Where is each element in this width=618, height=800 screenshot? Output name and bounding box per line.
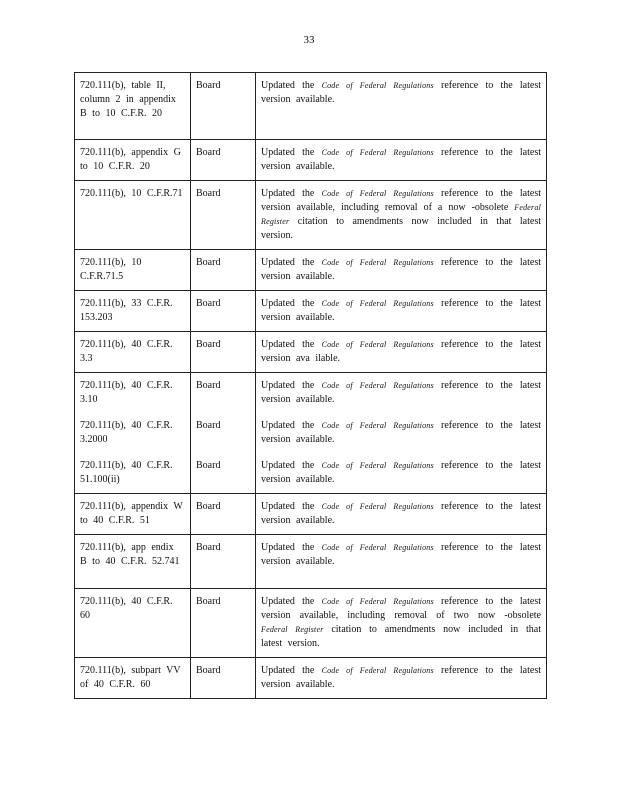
section-cell — [75, 291, 191, 332]
agency-cell — [191, 181, 256, 250]
description-cell — [256, 373, 547, 494]
cfr-title: Code of Federal Regulations — [321, 421, 434, 430]
section-text: 720.111(b), 33 C.F.R. 153.203 — [80, 298, 173, 323]
table-row — [75, 181, 547, 250]
desc-post: reference to the latest version available, including removal of a now -obsolete — [261, 188, 542, 213]
amendments-table — [74, 72, 547, 699]
desc-post: reference to the latest version ava ilable. — [261, 339, 542, 364]
description-cell — [256, 535, 547, 589]
desc-post2: citation to amendments now included in that latest version. — [261, 624, 541, 649]
section-text: 720.111(b), 40 C.F.R. 60 — [80, 596, 173, 621]
table-row — [75, 73, 547, 140]
desc-post: reference to the latest version available. — [261, 501, 542, 526]
description-cell — [256, 140, 547, 181]
agency-text: Board — [196, 80, 221, 91]
agency-text: Board — [196, 501, 221, 512]
agency-text: Board — [196, 596, 221, 607]
desc-post: reference to the latest version available. — [261, 147, 542, 172]
cfr-title: Code of Federal Regulations — [321, 543, 434, 552]
cfr-title: Code of Federal Regulations — [321, 666, 434, 675]
description-entry — [261, 379, 541, 407]
cfr-title: Code of Federal Regulations — [321, 258, 434, 267]
section-text: 720.111(b), 40 C.F.R. 3.10 — [80, 380, 173, 405]
description-cell — [256, 250, 547, 291]
desc-post: reference to the latest version available, including removal of two now -obsolete — [261, 596, 542, 621]
section-text: 720.111(b), appendix G to 10 C.F.R. 20 — [80, 147, 181, 172]
cfr-title: Code of Federal Regulations — [321, 189, 434, 198]
federal-register-title: Federal Register — [261, 203, 541, 226]
desc-pre: Updated the — [261, 420, 322, 431]
agency-cell — [191, 658, 256, 699]
section-text: 720.111(b), 40 C.F.R. 51.100(ii) — [80, 460, 173, 485]
cfr-title: Code of Federal Regulations — [321, 502, 434, 511]
cfr-title: Code of Federal Regulations — [321, 381, 434, 390]
section-cell — [75, 73, 191, 140]
section-cell — [75, 250, 191, 291]
page-number: 33 — [303, 34, 315, 46]
description-cell — [256, 181, 547, 250]
agency-text: Board — [196, 147, 221, 158]
desc-pre: Updated the — [261, 542, 322, 553]
agency-cell — [191, 373, 256, 494]
desc-pre: Updated the — [261, 460, 322, 471]
desc-pre: Updated the — [261, 596, 322, 607]
agency-cell — [191, 140, 256, 181]
description-cell — [256, 494, 547, 535]
table-row — [75, 250, 547, 291]
table-row — [75, 140, 547, 181]
cfr-title: Code of Federal Regulations — [321, 148, 434, 157]
desc-pre: Updated the — [261, 339, 322, 350]
desc-pre: Updated the — [261, 188, 322, 199]
cfr-title: Code of Federal Regulations — [321, 340, 434, 349]
desc-post: reference to the latest version available. — [261, 380, 542, 405]
table-row — [75, 332, 547, 373]
section-text: 720.111(b), 40 C.F.R. 3.2000 — [80, 420, 173, 445]
table-row — [75, 291, 547, 332]
section-text: 720.111(b), subpart VV of 40 C.F.R. 60 — [80, 665, 181, 690]
table-row — [75, 535, 547, 589]
desc-post: reference to the latest version available. — [261, 298, 542, 323]
section-text: 720.111(b), 40 C.F.R. 3.3 — [80, 339, 173, 364]
description-cell — [256, 332, 547, 373]
desc-pre: Updated the — [261, 80, 322, 91]
section-cell — [75, 332, 191, 373]
desc-post: reference to the latest version available. — [261, 420, 542, 445]
agency-cell — [191, 589, 256, 658]
cfr-title: Code of Federal Regulations — [321, 461, 434, 470]
desc-pre: Updated the — [261, 298, 322, 309]
table-row — [75, 658, 547, 699]
description-cell — [256, 658, 547, 699]
desc-post: reference to the latest version available. — [261, 665, 542, 690]
agency-cell — [191, 535, 256, 589]
table-row — [75, 373, 547, 494]
agency-cell — [191, 250, 256, 291]
section-cell — [75, 535, 191, 589]
description-cell — [256, 589, 547, 658]
desc-post: reference to the latest version available. — [261, 80, 542, 105]
agency-text: Board — [196, 339, 221, 350]
agency-cell — [191, 494, 256, 535]
description-cell — [256, 291, 547, 332]
section-cell — [75, 494, 191, 535]
federal-register-title: Federal Register — [261, 625, 324, 634]
cfr-title: Code of Federal Regulations — [321, 299, 434, 308]
description-cell — [256, 73, 547, 140]
cfr-title: Code of Federal Regulations — [321, 81, 434, 90]
agency-text: Board — [196, 460, 221, 471]
agency-text: Board — [196, 420, 221, 431]
section-cell — [75, 181, 191, 250]
agency-text: Board — [196, 188, 221, 199]
section-text: 720.111(b), appendix W to 40 C.F.R. 51 — [80, 501, 183, 526]
agency-cell — [191, 73, 256, 140]
section-text: 720.111(b), table II, column 2 in appendix B to 10 C.F.R. 20 — [80, 80, 176, 119]
desc-pre: Updated the — [261, 665, 322, 676]
cfr-title: Code of Federal Regulations — [321, 597, 434, 606]
desc-post2: citation to amendments now included in that latest version. — [261, 216, 541, 241]
desc-post: reference to the latest version available. — [261, 257, 542, 282]
agency-text: Board — [196, 380, 221, 391]
section-cell — [75, 373, 191, 494]
desc-pre: Updated the — [261, 380, 322, 391]
agency-cell — [191, 332, 256, 373]
agency-text: Board — [196, 542, 221, 553]
agency-text: Board — [196, 298, 221, 309]
section-cell — [75, 658, 191, 699]
desc-post: reference to the latest version available. — [261, 460, 542, 485]
agency-text: Board — [196, 665, 221, 676]
desc-post: reference to the latest version available. — [261, 542, 542, 567]
desc-pre: Updated the — [261, 147, 322, 158]
section-text: 720.111(b), app endix B to 40 C.F.R. 52.741 — [80, 542, 180, 567]
agency-text: Board — [196, 257, 221, 268]
desc-pre: Updated the — [261, 257, 322, 268]
table-row — [75, 589, 547, 658]
description-entry — [261, 459, 541, 487]
section-text: 720.111(b), 10 C.F.R.71.5 — [80, 257, 142, 282]
desc-pre: Updated the — [261, 501, 322, 512]
section-text: 720.111(b), 10 C.F.R.71 — [80, 188, 183, 199]
description-entry — [261, 419, 541, 447]
table-row — [75, 494, 547, 535]
agency-cell — [191, 291, 256, 332]
section-cell — [75, 589, 191, 658]
section-cell — [75, 140, 191, 181]
